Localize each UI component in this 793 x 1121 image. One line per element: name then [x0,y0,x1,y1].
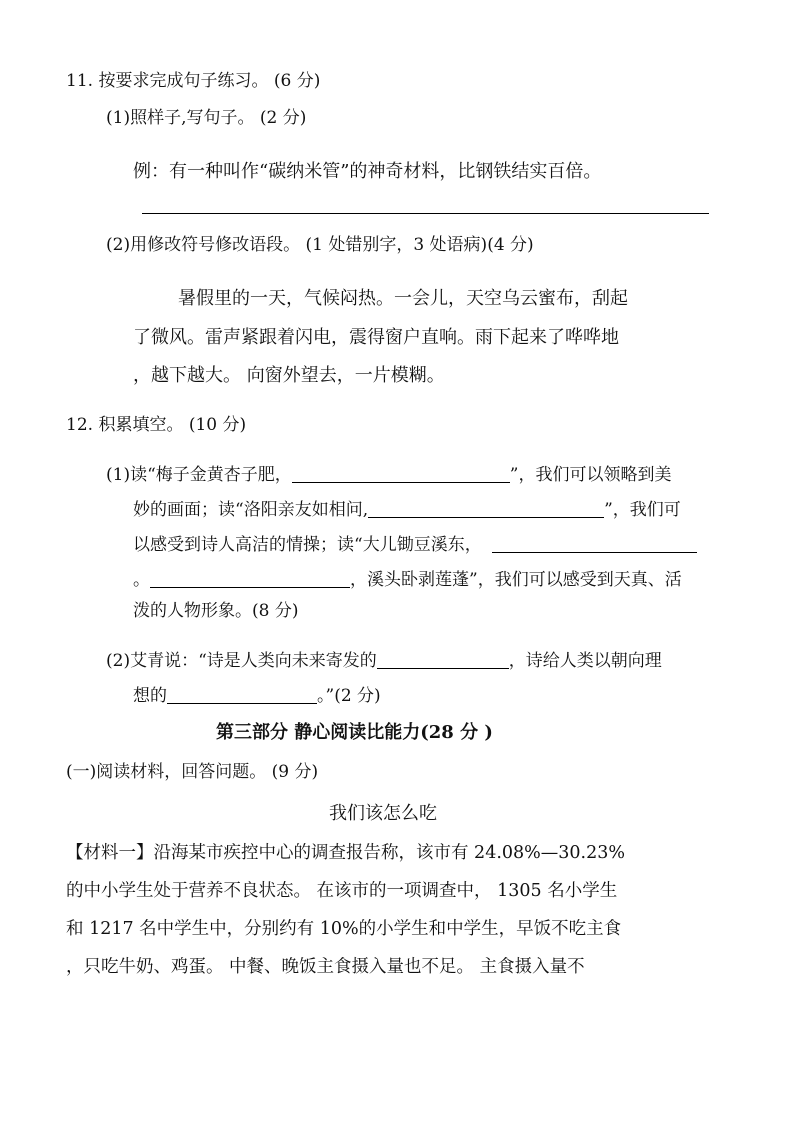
text-segment: ”，我们可 [604,500,681,520]
q12-line-4 [133,571,682,589]
fill-blank-1[interactable] [292,466,510,483]
answer-line [142,213,709,214]
text-segment: ，诗给人类以朝向理 [508,651,662,671]
paragraph-line-1: 暑假里的一天，气候闷热。一会儿，天空乌云蜜布，刮起 [178,288,628,309]
q12-line-6 [106,652,662,670]
text-segment: (1)读“梅子金黄杏子肥， [106,465,292,485]
q12-line-3 [133,536,697,554]
article-line-1: 【材料一】沿海某市疾控中心的调查报告称，该市有 24.08%—30.23% [66,843,626,863]
text-segment: 妙的画面；读“洛阳亲友如相问, [133,500,369,520]
q12-line-7 [133,687,381,705]
article-line-4: ，只吃牛奶、鸡蛋。 中餐、晚饭主食摄入量也不足。 主食摄入量不 [66,957,585,977]
text-segment: ，溪头卧剥莲蓬”，我们可以感受到天真、活 [350,570,682,590]
q11-sub1: (1)照样子,写句子。 (2 分) [106,108,307,128]
fill-blank-4[interactable] [150,571,350,588]
fill-blank-2[interactable] [368,501,604,518]
fill-blank-3[interactable] [492,536,697,553]
paragraph-line-2: 了微风。雷声紧跟着闪电，震得窗户直响。雨下起来了哗哗地 [133,327,619,348]
q12-line-2 [133,501,681,519]
q11-sub2: (2)用修改符号修改语段。 (1 处错别字，3 处语病)(4 分) [106,235,534,255]
section-heading: (一)阅读材料，回答问题。 (9 分) [66,762,319,782]
q12-title: 12. 积累填空。 (10 分) [66,415,247,435]
q11-example: 例：有一种叫作“碳纳米管”的神奇材料，比钢铁结实百倍。 [133,161,602,182]
fill-blank-6[interactable] [167,687,317,704]
text-segment: 。”(2 分) [317,686,381,706]
article-title: 我们该怎么吃 [329,803,437,824]
q12-line-5: 泼的人物形象。(8 分) [133,601,299,621]
article-line-3: 和 1217 名中学生中，分别约有 10%的小学生和中学生，早饭不吃主食 [66,919,622,939]
text-segment: ”，我们可以领略到美 [509,465,672,485]
text-segment: 以感受到诗人高洁的情操；读“大儿锄豆溪东， [133,535,482,555]
q11-title: 11. 按要求完成句子练习。 (6 分) [66,71,321,91]
text-segment: 想的 [133,686,167,706]
article-line-2: 的中小学生处于营养不良状态。 在该市的一项调查中， 1305 名小学生 [66,881,618,901]
q12-line-1 [106,466,671,484]
fill-blank-5[interactable] [377,652,509,669]
part3-heading: 第三部分 静心阅读比能力(28 分 ) [216,722,493,743]
text-segment: (2)艾青说：“诗是人类向未来寄发的 [106,651,377,671]
paragraph-line-3: ，越下越大。 向窗外望去，一片模糊。 [133,365,445,386]
text-segment: 。 [133,570,150,590]
